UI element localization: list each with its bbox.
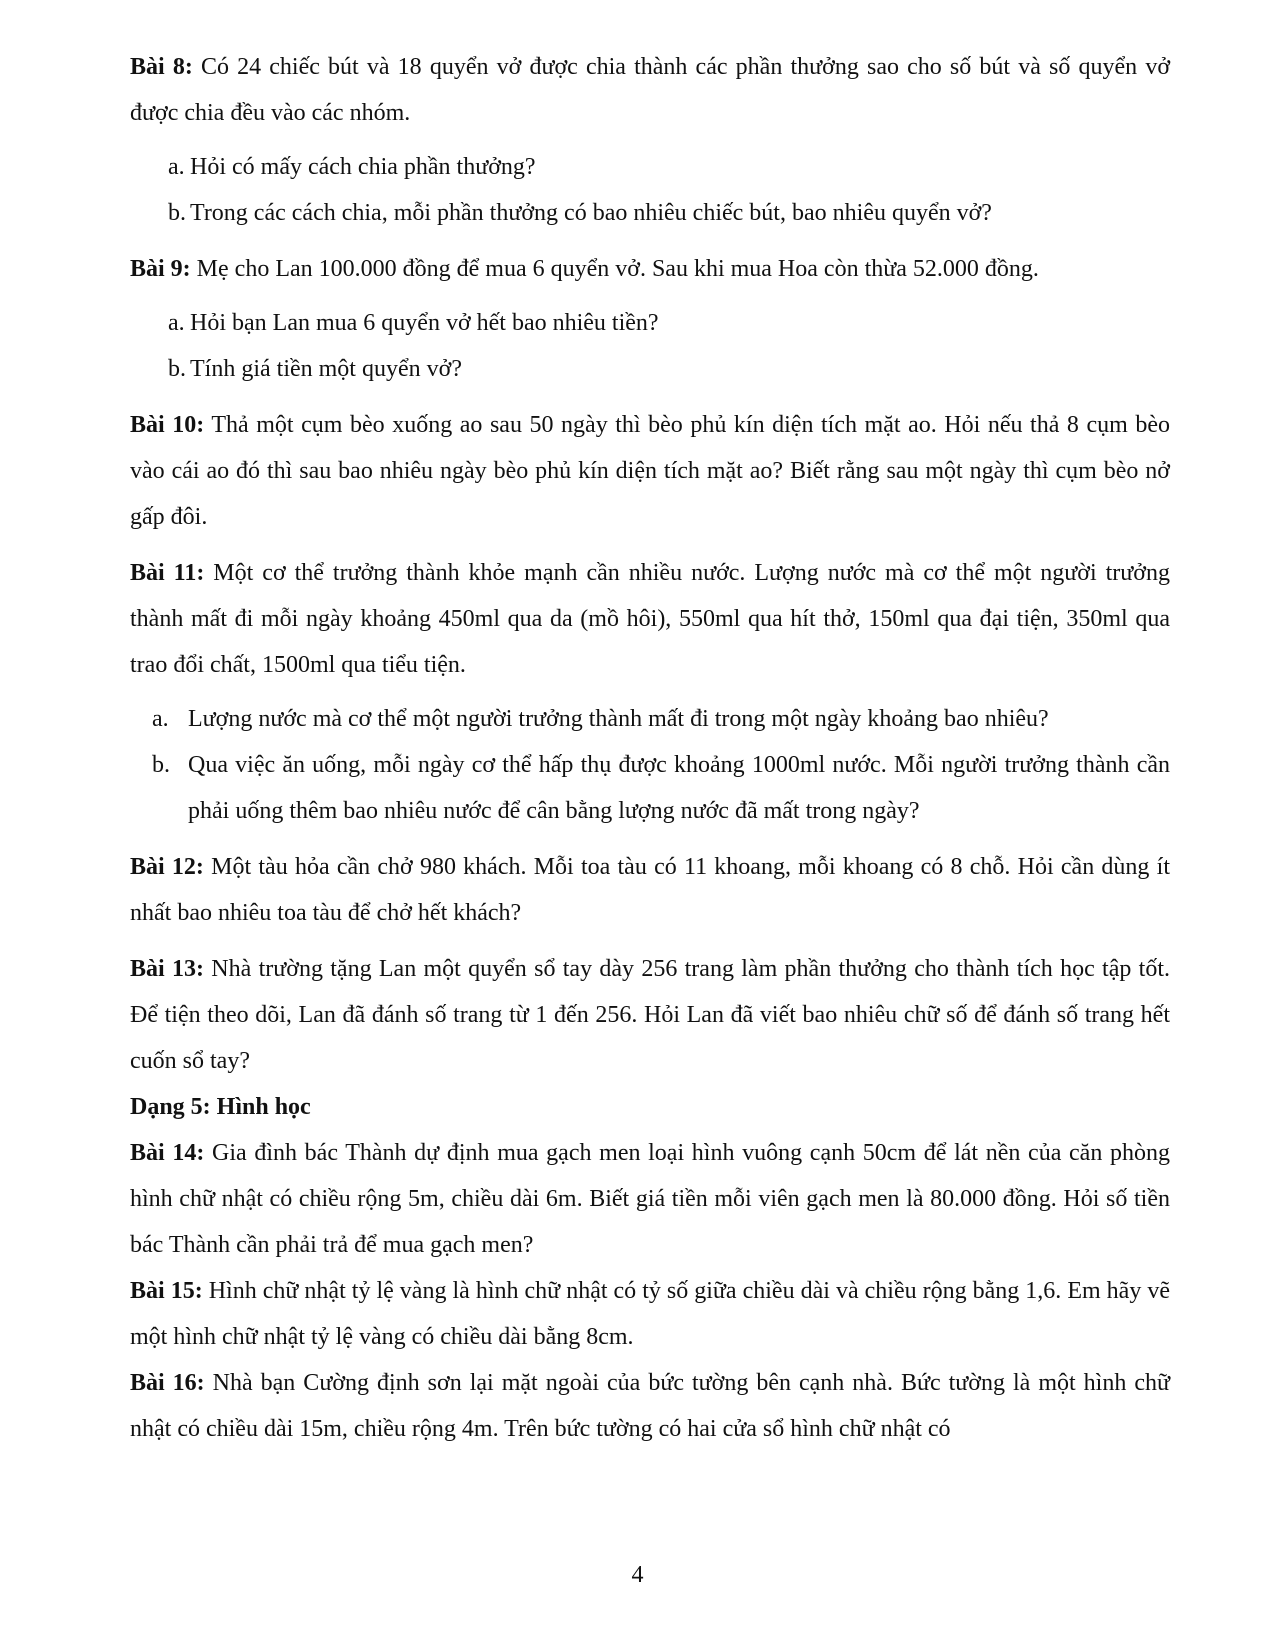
problem-10 (130, 402, 1170, 540)
item-marker: a. (168, 154, 185, 180)
problem-label: Bài 15: (130, 1278, 203, 1304)
problem-label: Bài 13: (130, 956, 204, 982)
document-page (130, 44, 1170, 1452)
problem-label: Bài 16: (130, 1370, 205, 1396)
problem-label: Bài 10: (130, 412, 205, 438)
problem-text: Có 24 chiếc bút và 18 quyển vở được chia thành các phần thưởng sao cho số bút và số quyển vở được chia đều vào các nhóm. (130, 54, 1171, 126)
problem-text: Một cơ thể trưởng thành khỏe mạnh cần nhiều nước. Lượng nước mà cơ thể một người trưởng thành mất đi mỗi ngày khoảng 450ml qua da (mồ hôi), 550ml qua hít thở, 150ml qua đại tiện, 350ml qua trao đổi chất, 1500ml qua tiểu tiện. (130, 560, 1171, 678)
item-text: Trong các cách chia, mỗi phần thưởng có bao nhiêu chiếc bút, bao nhiêu quyển vở? (190, 200, 992, 226)
page-number: 4 (631, 1562, 644, 1588)
problem-16 (130, 1360, 1170, 1452)
problem-text: Mẹ cho Lan 100.000 đồng để mua 6 quyển vở. Sau khi mua Hoa còn thừa 52.000 đồng. (190, 256, 1039, 282)
problem-label: Bài 12: (130, 854, 204, 880)
list-item (130, 190, 1170, 236)
problem-label: Bài 14: (130, 1140, 205, 1166)
list-item (130, 346, 1170, 392)
problem-8 (130, 44, 1170, 136)
section-heading: Dạng 5: Hình học (130, 1094, 311, 1120)
problem-11-items (130, 696, 1170, 834)
list-item (130, 742, 1170, 834)
item-marker: a. (152, 706, 169, 732)
problem-13 (130, 946, 1170, 1084)
item-text: Hỏi có mấy cách chia phần thưởng? (190, 154, 536, 180)
item-marker: b. (152, 752, 170, 778)
problem-11 (130, 550, 1170, 688)
item-text: Tính giá tiền một quyển vở? (190, 356, 462, 382)
list-item (130, 144, 1170, 190)
problem-9-items (130, 300, 1170, 392)
problem-15 (130, 1268, 1170, 1360)
item-marker: a. (168, 310, 185, 336)
problem-14 (130, 1130, 1170, 1268)
list-item (130, 300, 1170, 346)
item-text: Lượng nước mà cơ thể một người trưởng thành mất đi trong một ngày khoảng bao nhiêu? (188, 706, 1049, 732)
list-item (130, 696, 1170, 742)
item-marker: b. (168, 200, 186, 226)
problem-label: Bài 8: (130, 54, 193, 80)
problem-12 (130, 844, 1170, 936)
item-text: Hỏi bạn Lan mua 6 quyển vở hết bao nhiêu tiền? (190, 310, 659, 336)
problem-text: Nhà trường tặng Lan một quyển sổ tay dày 256 trang làm phần thưởng cho thành tích học tập tốt. Để tiện theo dõi, Lan đã đánh số trang từ 1 đến 256. Hỏi Lan đã viết bao nhiêu chữ số để đánh số trang hết cuốn sổ tay? (130, 956, 1170, 1074)
item-marker: b. (168, 356, 186, 382)
problem-label: Bài 9: (130, 256, 191, 282)
problem-8-items (130, 144, 1170, 236)
problem-text: Một tàu hỏa cần chở 980 khách. Mỗi toa tàu có 11 khoang, mỗi khoang có 8 chỗ. Hỏi cần dùng ít nhất bao nhiêu toa tàu để chở hết khách? (130, 854, 1170, 926)
problem-9 (130, 246, 1170, 292)
problem-label: Bài 11: (130, 560, 205, 586)
problem-text: Gia đình bác Thành dự định mua gạch men loại hình vuông cạnh 50cm để lát nền của căn phòng hình chữ nhật có chiều rộng 5m, chiều dài 6m. Biết giá tiền mỗi viên gạch men là 80.000 đồng. Hỏi số tiền bác Thành cần phải trả để mua gạch men? (130, 1140, 1171, 1258)
item-text: Qua việc ăn uống, mỗi ngày cơ thể hấp thụ được khoảng 1000ml nước. Mỗi người trưởng thành cần phải uống thêm bao nhiêu nước để cân bằng lượng nước đã mất trong ngày? (188, 752, 1170, 824)
problem-text: Nhà bạn Cường định sơn lại mặt ngoài của bức tường bên cạnh nhà. Bức tường là một hình chữ nhật có chiều dài 15m, chiều rộng 4m. Trên bức tường có hai cửa sổ hình chữ nhật có (130, 1370, 1170, 1442)
problem-text: Hình chữ nhật tỷ lệ vàng là hình chữ nhật có tỷ số giữa chiều dài và chiều rộng bằng 1,6. Em hãy vẽ một hình chữ nhật tỷ lệ vàng có chiều dài bằng 8cm. (130, 1278, 1171, 1350)
problem-text: Thả một cụm bèo xuống ao sau 50 ngày thì bèo phủ kín diện tích mặt ao. Hỏi nếu thả 8 cụm bèo vào cái ao đó thì sau bao nhiêu ngày bèo phủ kín diện tích mặt ao? Biết rằng sau một ngày thì cụm bèo nở gấp đôi. (130, 412, 1170, 530)
